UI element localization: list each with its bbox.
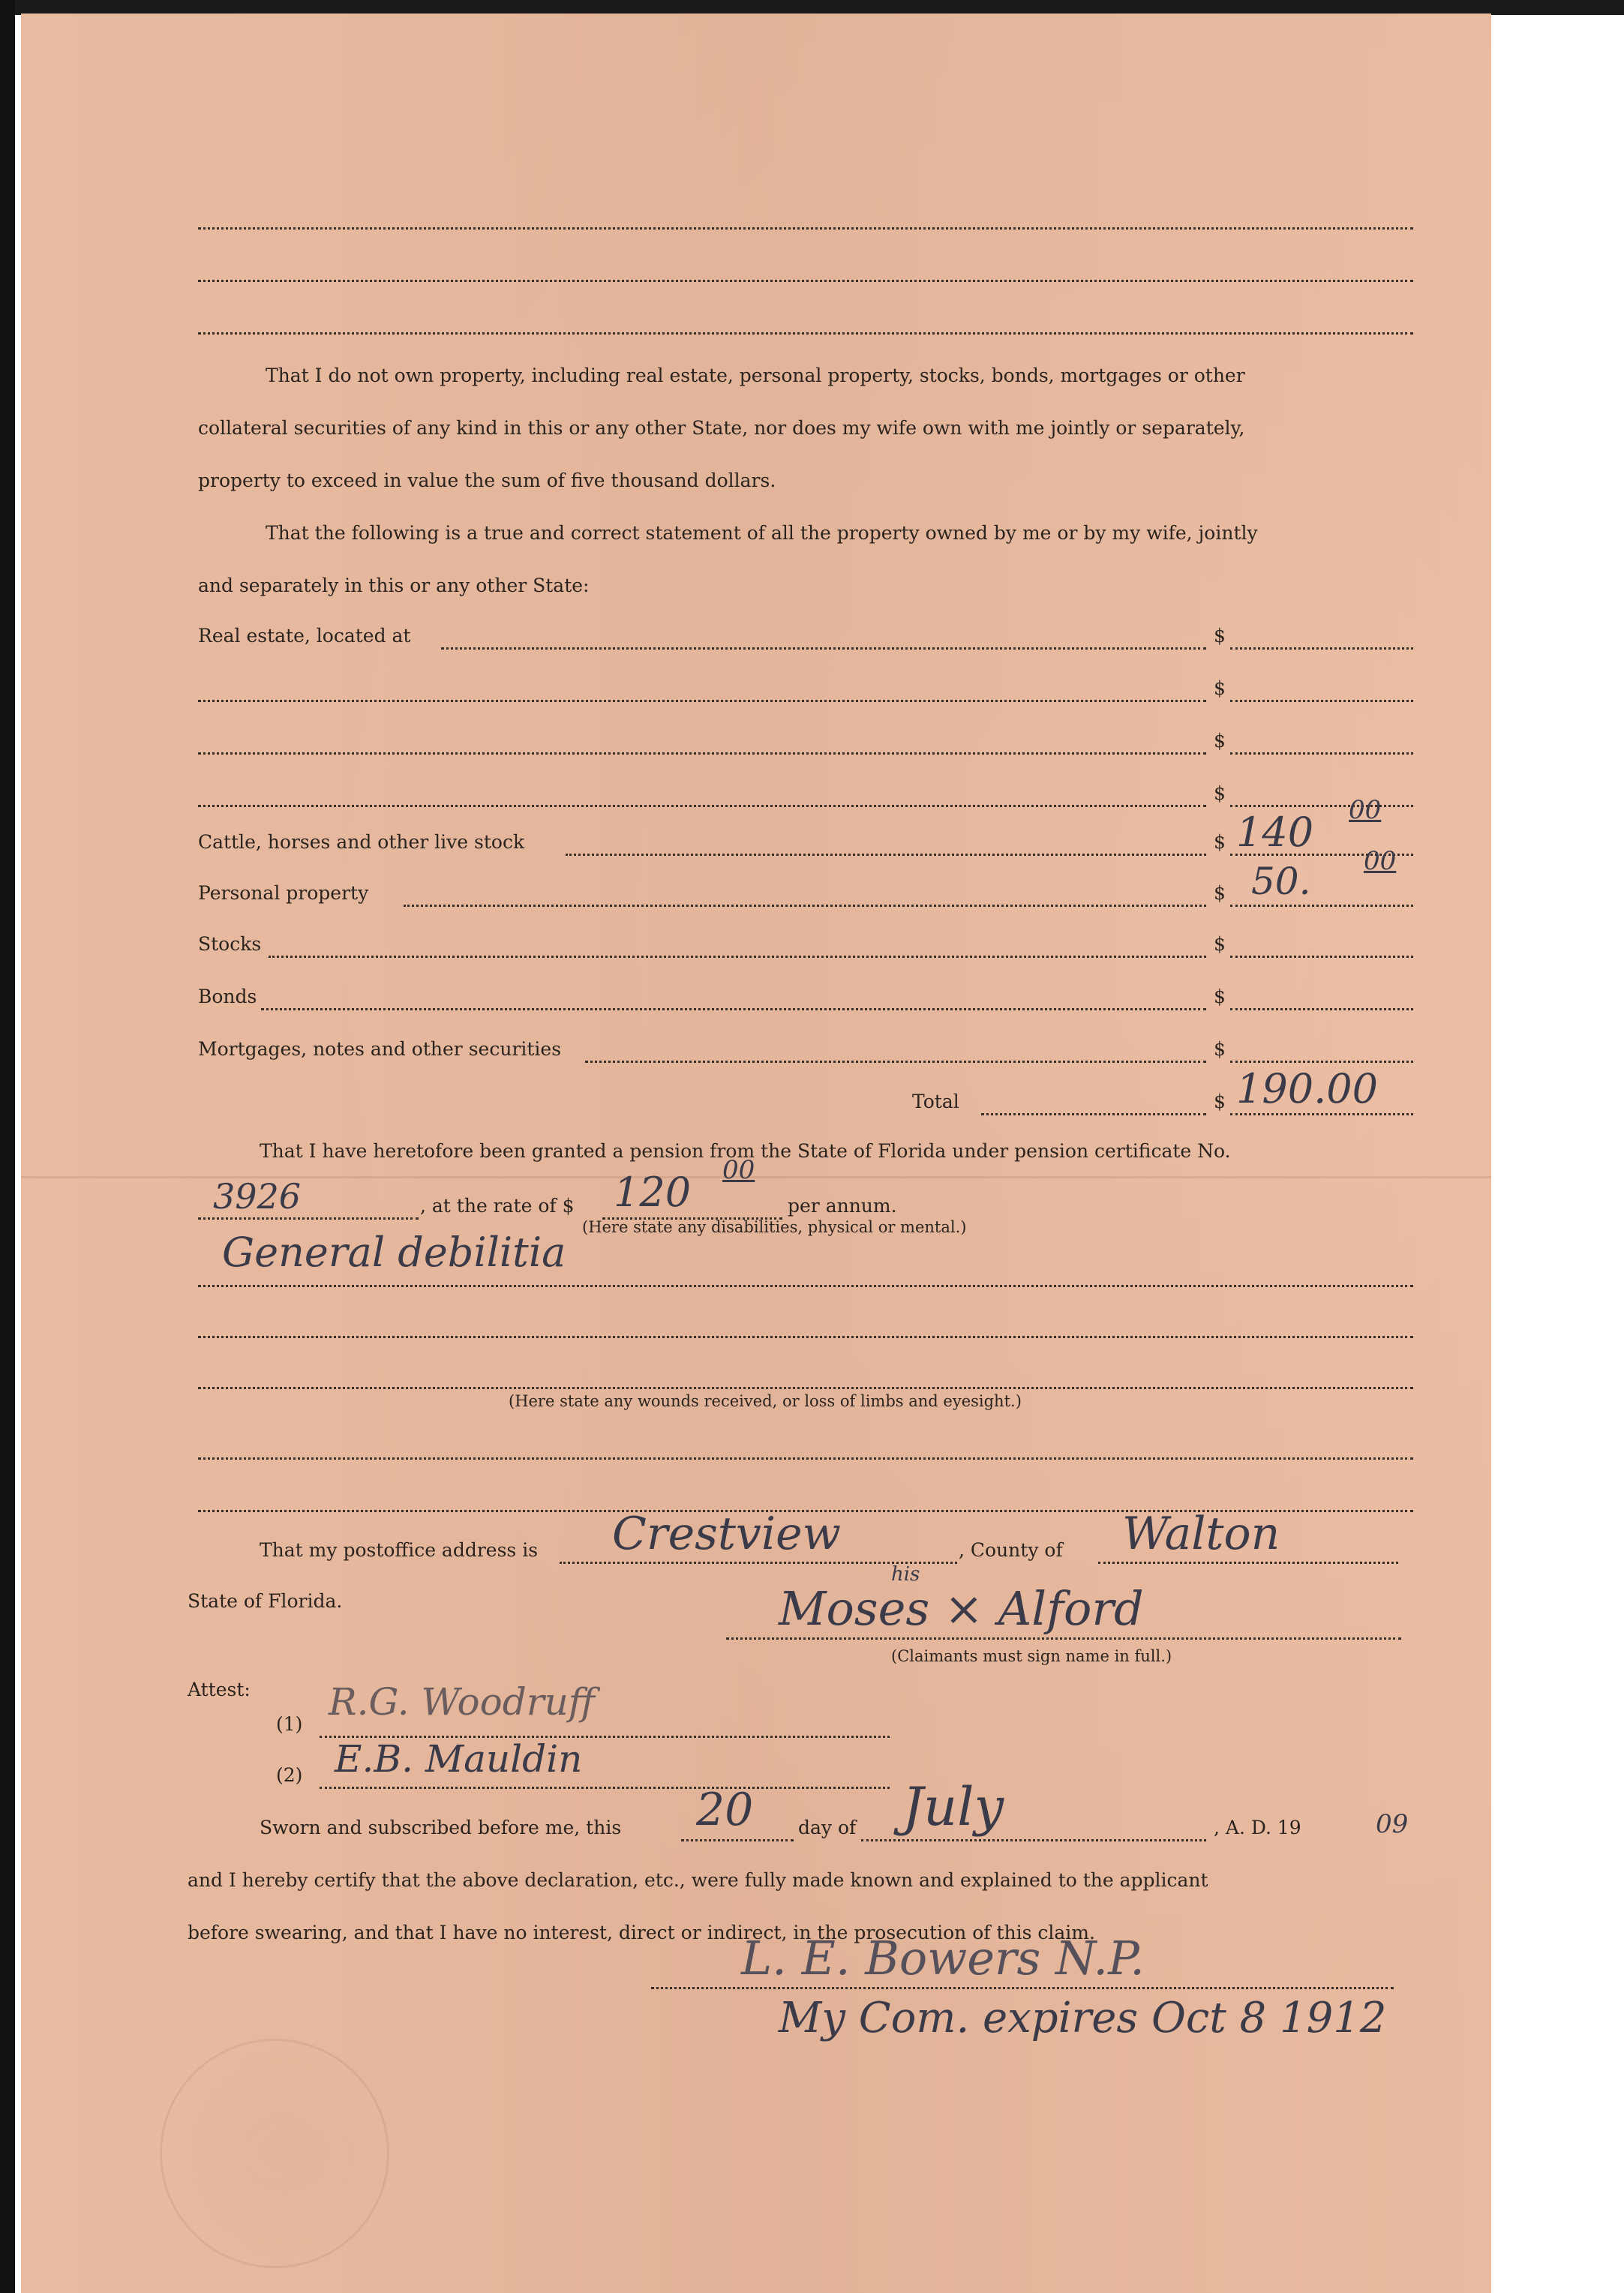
notary-seal-impression <box>160 2039 389 2268</box>
cattle-value: 140 <box>1236 809 1314 856</box>
scan-border-top <box>0 0 1624 15</box>
personal-field <box>404 902 1206 907</box>
blank-line <box>198 330 1413 335</box>
blank-line <box>198 225 1413 230</box>
blank-line <box>198 278 1413 282</box>
disabilities-note: (Here state any disabilities, physical or mental.) <box>582 1218 967 1236</box>
state-label: State of Florida. <box>188 1590 343 1612</box>
bonds-label: Bonds <box>198 986 257 1007</box>
disability-field <box>198 1385 1413 1389</box>
para-no-property-line-1: That I do not own property, including real estate, personal property, stocks, bonds, mortgages or other <box>266 365 1245 386</box>
disability-field <box>198 1283 1413 1287</box>
per-annum-label: per annum. <box>788 1195 897 1217</box>
certify-line-2: before swearing, and that I have no interest, direct or indirect, in the prosecution of this claim. <box>188 1922 1095 1943</box>
pension-paragraph: That I have heretofore been granted a pension from the State of Florida under pension certificate No. <box>260 1140 1231 1162</box>
amount-field <box>1230 645 1413 650</box>
certify-line-1: and I hereby certify that the above declaration, etc., were fully made known and explained to the applicant <box>188 1869 1208 1891</box>
para-no-property-line-3: property to exceed in value the sum of five thousand dollars. <box>198 470 776 491</box>
rate-cents: 00 <box>722 1155 755 1185</box>
wounds-note: (Here state any wounds received, or loss of limbs and eyesight.) <box>509 1392 1022 1410</box>
real-estate-label: Real estate, located at <box>198 625 411 647</box>
certificate-number: 3926 <box>213 1176 302 1217</box>
county-label: , County of <box>959 1539 1063 1561</box>
cattle-label: Cattle, horses and other live stock <box>198 831 525 853</box>
dollar-sign: $ <box>1214 677 1226 699</box>
real-estate-field <box>441 645 1206 650</box>
dollar-sign: $ <box>1214 1091 1226 1112</box>
attest-2-signature: E.B. Mauldin <box>335 1737 583 1781</box>
dollar-sign: $ <box>1214 625 1226 647</box>
disability-field <box>198 1334 1413 1338</box>
sworn-day: 20 <box>696 1784 754 1836</box>
cattle-field <box>566 851 1206 856</box>
dollar-sign: $ <box>1214 882 1226 904</box>
county-value: Walton <box>1122 1508 1280 1560</box>
disability-value: General debilitia <box>222 1229 566 1276</box>
para-statement-line-2: and separately in this or any other State: <box>198 575 590 596</box>
attest-1-number: (1) <box>276 1713 303 1735</box>
attest-2-number: (2) <box>276 1764 303 1786</box>
attest-2-field <box>320 1784 890 1789</box>
para-statement-line-1: That the following is a true and correct statement of all the property owned by me or by my wife, jointly <box>266 522 1258 544</box>
mortgages-field <box>585 1058 1206 1063</box>
stocks-label: Stocks <box>198 933 262 955</box>
postoffice-value: Crestview <box>612 1508 841 1560</box>
amount-field <box>1230 803 1413 807</box>
dollar-sign: $ <box>1214 831 1226 853</box>
claimant-signature: Moses × Alford <box>779 1581 1144 1636</box>
personal-value: 50. <box>1251 860 1311 903</box>
amount-field <box>1230 1058 1413 1063</box>
personal-property-label: Personal property <box>198 882 369 904</box>
personal-cents: 00 <box>1364 846 1397 876</box>
amount-field <box>1230 698 1413 702</box>
postoffice-label: That my postoffice address is <box>260 1539 539 1561</box>
dollar-sign: $ <box>1214 730 1226 752</box>
rate-label: , at the rate of $ <box>420 1195 575 1217</box>
dollar-sign: $ <box>1214 782 1226 804</box>
bonds-field <box>261 1006 1206 1010</box>
total-value: 190.00 <box>1236 1065 1378 1112</box>
real-estate-field <box>198 750 1206 755</box>
real-estate-field <box>198 698 1206 702</box>
mortgages-label: Mortgages, notes and other securities <box>198 1038 562 1060</box>
ad-label: , A. D. 19 <box>1214 1817 1301 1838</box>
sworn-month: July <box>902 1776 1004 1838</box>
attest-label: Attest: <box>188 1679 251 1700</box>
document-page <box>21 14 1491 2293</box>
attest-1-signature: R.G. Woodruff <box>329 1680 596 1724</box>
signature-mark: his <box>891 1563 920 1586</box>
para-no-property-line-2: collateral securities of any kind in this or any other State, nor does my wife own with me jointly or separately, <box>198 417 1245 439</box>
day-of-label: day of <box>798 1817 857 1838</box>
total-label: Total <box>912 1091 959 1112</box>
wounds-field <box>198 1455 1413 1460</box>
amount-field <box>1230 953 1413 958</box>
sworn-label: Sworn and subscribed before me, this <box>260 1817 622 1838</box>
dollar-sign: $ <box>1214 933 1226 955</box>
sworn-year: 09 <box>1376 1809 1409 1839</box>
amount-field <box>1230 1006 1413 1010</box>
dollar-sign: $ <box>1214 986 1226 1007</box>
officer-signature: L. E. Bowers N.P. <box>741 1931 1145 1985</box>
real-estate-field <box>198 803 1206 807</box>
signature-note: (Claimants must sign name in full.) <box>891 1647 1172 1665</box>
amount-field <box>1230 750 1413 755</box>
commission-note: My Com. expires Oct 8 1912 <box>779 1994 1387 2042</box>
dollar-sign: $ <box>1214 1038 1226 1060</box>
cattle-cents: 00 <box>1349 795 1382 825</box>
rate-value: 120 <box>614 1169 692 1216</box>
scan-border-left <box>0 0 15 2293</box>
sworn-day-field <box>681 1837 794 1841</box>
total-dots <box>981 1111 1206 1115</box>
stocks-field <box>269 953 1206 958</box>
